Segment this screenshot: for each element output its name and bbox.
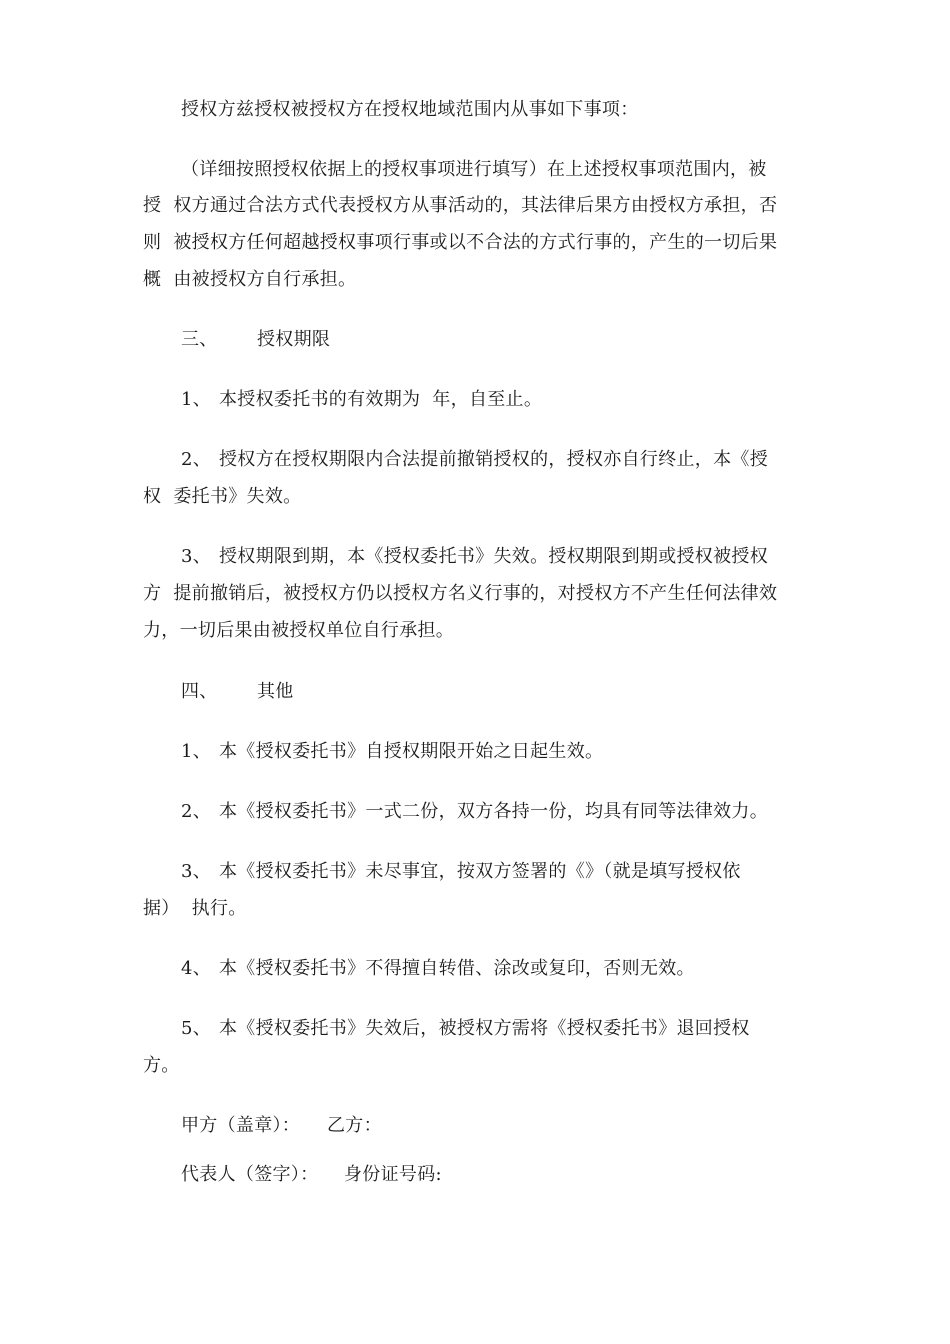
- s3-item-3-text-line-1: 授权期限到期，本《授权委托书》失效。授权期限到期或授权被授权: [219, 546, 768, 567]
- party-b-label: 乙方：: [327, 1115, 382, 1136]
- s4-item-1-text: 本《授权委托书》自授权期限开始之日起生效。: [219, 741, 604, 762]
- s3-item-2-text-line-1: 授权方在授权期限内合法提前撤销授权的，授权亦自行终止，本《授: [219, 449, 768, 470]
- section-3-title: 授权期限: [257, 329, 331, 350]
- s4-item-5-text-line-1: 本《授权委托书》失效后，被授权方需将《授权委托书》退回授权: [219, 1018, 750, 1039]
- id-number-label: 身份证号码:: [344, 1164, 442, 1185]
- s3-item-2-text-line-2: 权 委托书》失效。: [143, 486, 302, 507]
- s4-item-2-number: 2、: [181, 801, 212, 822]
- s4-item-4-text: 本《授权委托书》不得擅自转借、涂改或复印，否则无效。: [219, 958, 695, 979]
- scope-line-4: 概 由被授权方自行承担。: [143, 269, 357, 290]
- s4-item-2-text: 本《授权委托书》一式二份，双方各持一份，均具有同等法律效力。: [219, 801, 768, 822]
- s3-item-1-text: 本授权委托书的有效期为 年，自至止。: [219, 389, 543, 410]
- s3-item-3-number: 3、: [181, 546, 212, 567]
- s4-item-1-number: 1、: [181, 741, 212, 762]
- s4-item-5-number: 5、: [181, 1018, 212, 1039]
- s4-item-3-text-line-2: 据） 执行。: [143, 898, 247, 919]
- scope-line-1: （详细按照授权依据上的授权事项进行填写）在上述授权事项范围内，被: [181, 159, 767, 180]
- s4-item-4-number: 4、: [181, 958, 212, 979]
- scope-line-3: 则 被授权方任何超越授权事项行事或以不合法的方式行事的，产生的一切后果: [143, 232, 778, 253]
- s3-item-2-number: 2、: [181, 449, 212, 470]
- section-4-title: 其他: [257, 681, 294, 702]
- party-a-label: 甲方（盖章）：: [181, 1115, 301, 1136]
- s4-item-3-number: 3、: [181, 861, 212, 882]
- s4-item-3-text-line-1: 本《授权委托书》未尽事宜，按双方签署的《》（就是填写授权依: [219, 861, 741, 882]
- s3-item-1-number: 1、: [181, 389, 212, 410]
- s3-item-3-text-line-2: 方 提前撤销后，被授权方仍以授权方名义行事的，对授权方不产生任何法律效: [143, 583, 778, 604]
- s3-item-3-text-line-3: 力，一切后果由被授权单位自行承担。: [143, 620, 455, 641]
- scope-line-2: 授 权方通过合法方式代表授权方从事活动的，其法律后果方由授权方承担，否: [143, 195, 778, 216]
- s4-item-5-text-line-2: 方。: [143, 1055, 180, 1076]
- representative-label: 代表人（签字）：: [181, 1164, 319, 1185]
- section-3-number: 三、: [181, 329, 218, 350]
- section-4-number: 四、: [181, 681, 218, 702]
- intro-paragraph: 授权方兹授权被授权方在授权地域范围内从事如下事项：: [181, 99, 639, 120]
